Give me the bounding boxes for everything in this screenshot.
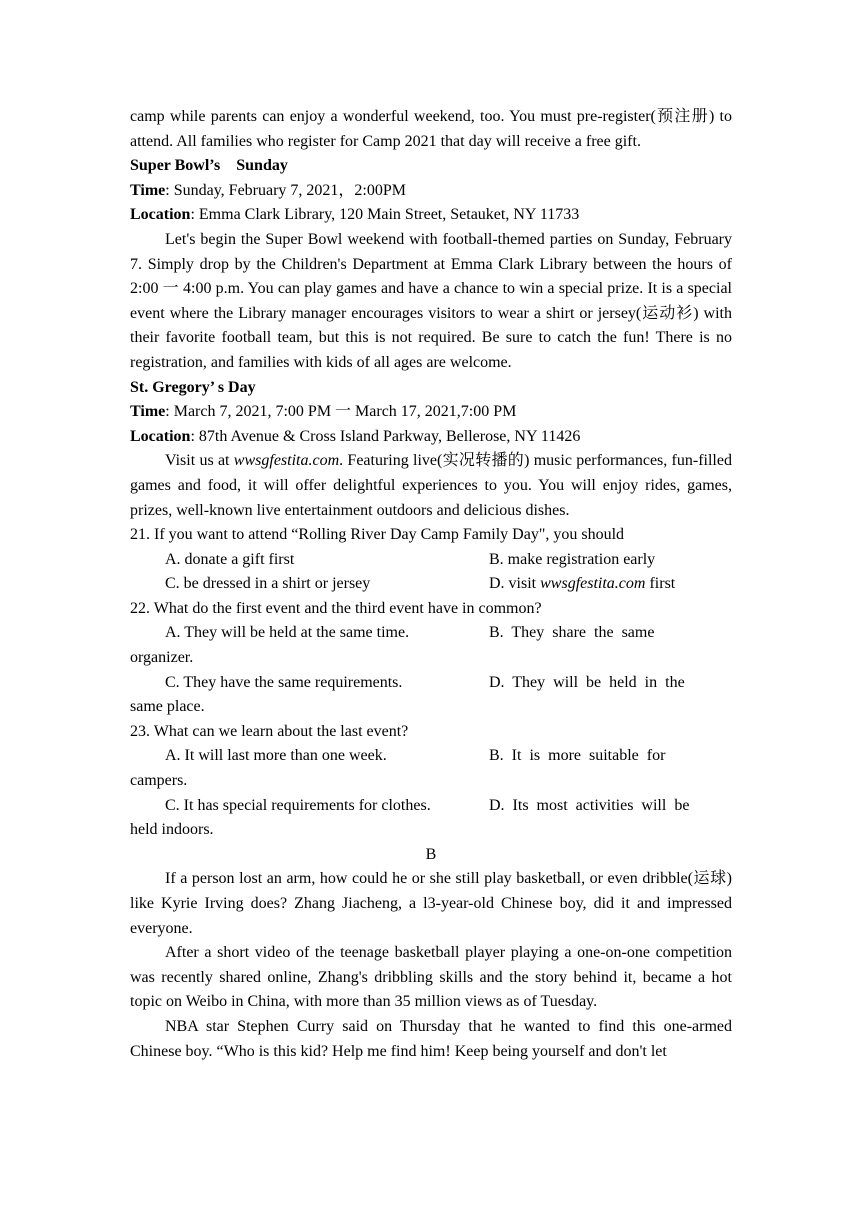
option-d-prefix: D. visit — [489, 575, 541, 593]
event-time — [130, 400, 732, 425]
event-title-st-gregory: St. Gregory’ s Day — [130, 378, 256, 396]
option-a: A. donate a gift first — [165, 550, 295, 568]
question-stem: 21. If you want to attend “Rolling River Day Camp Family Day", you should — [130, 526, 625, 544]
event-location — [130, 203, 732, 228]
option-d-continuation: same place. — [130, 698, 205, 716]
option-d-suffix: first — [645, 575, 676, 593]
event-location — [130, 425, 732, 450]
location-label: Location — [130, 427, 191, 445]
options-row — [130, 548, 732, 573]
option-a: A. It will last more than one week. — [165, 747, 387, 765]
body-prefix: Visit us at — [165, 452, 234, 470]
question-stem: 22. What do the first event and the third event have in common? — [130, 599, 542, 617]
time-value: : March 7, 2021, 7:00 PM 一 March 17, 2021,7:00 PM — [165, 403, 517, 421]
options-row — [130, 621, 732, 646]
options-row — [130, 794, 732, 819]
document-page — [130, 105, 732, 1064]
time-value: : Sunday, February 7, 2021，2:00PM — [165, 181, 407, 199]
option-d: D. They will be held in the — [489, 673, 685, 691]
location-label: Location — [130, 206, 191, 224]
time-label: Time — [130, 403, 166, 421]
option-b: B. make registration early — [489, 550, 656, 568]
time-label: Time — [130, 181, 166, 199]
option-c: C. They have the same requirements. — [165, 673, 403, 691]
event-body-super-bowl: Let's begin the Super Bowl weekend with football-themed parties on Sunday, February 7. Simply drop by the Children's Department at Emma Clark Library between the hours of 2:00 一 4:00 p.m. You can play games and have a chance to win a special prize. It is a special event where the Library manager encourages visitors to wear a shirt or jersey(运动衫) with their favorite football team, but this is not required. Be sure to catch the fun! There is no registration, and families with kids of all ages are welcome. — [130, 230, 732, 371]
option-b: B. They share the same — [489, 624, 655, 642]
option-d-site: wwsgfestita.com — [540, 575, 646, 593]
passage-paragraph: After a short video of the teenage basketball player playing a one-on-one competition was recently shared online, Zhang's dribbling skills and the story behind it, became a hot topic on Weibo in China, with more than 35 million views as of Tuesday. — [130, 944, 732, 1011]
event-body-st-gregory — [130, 449, 732, 523]
website-link-text: wwsgfestita.com — [233, 452, 340, 470]
option-d — [489, 572, 732, 597]
location-value: : Emma Clark Library, 120 Main Street, Setauket, NY 11733 — [190, 206, 580, 224]
option-d: D. Its most activities will be — [489, 796, 690, 814]
event-title-super-bowl: Super Bowl’s Sunday — [130, 157, 288, 175]
option-b-continuation: organizer. — [130, 649, 194, 667]
passage-paragraph: NBA star Stephen Curry said on Thursday that he wanted to find this one-armed Chinese boy. “Who is this kid? Help me find him! Keep being yourself and don't let — [130, 1017, 732, 1060]
options-row — [130, 671, 732, 696]
option-c: C. be dressed in a shirt or jersey — [165, 575, 371, 593]
section-heading: B — [425, 845, 437, 863]
option-c: C. It has special requirements for clothes. — [165, 796, 431, 814]
options-row — [130, 744, 732, 769]
body-rest: . Featuring live(实况转播的) music performances, fun-filled games and food, it will offer delightful experiences to you. You will enjoy rides, games, prizes, well-known live entertainment outdoors and delicious dishes. — [130, 452, 732, 519]
options-row — [130, 572, 732, 597]
option-d-continuation: held indoors. — [130, 821, 214, 839]
intro-paragraph: camp while parents can enjoy a wonderful weekend, too. You must pre-register(预注册) to attend. All families who register for Camp 2021 that day will receive a free gift. — [130, 108, 732, 150]
question-stem: 23. What can we learn about the last event? — [130, 722, 409, 740]
option-a: A. They will be held at the same time. — [165, 624, 410, 642]
option-b-continuation: campers. — [130, 772, 188, 790]
option-b: B. It is more suitable for — [489, 747, 666, 765]
passage-paragraph: If a person lost an arm, how could he or she still play basketball, or even dribble(运球) like Kyrie Irving does? Zhang Jiacheng, a l3-year-old Chinese boy, did it and impressed everyone. — [130, 870, 732, 937]
location-value: : 87th Avenue & Cross Island Parkway, Bellerose, NY 11426 — [190, 427, 581, 445]
event-time — [130, 179, 732, 204]
